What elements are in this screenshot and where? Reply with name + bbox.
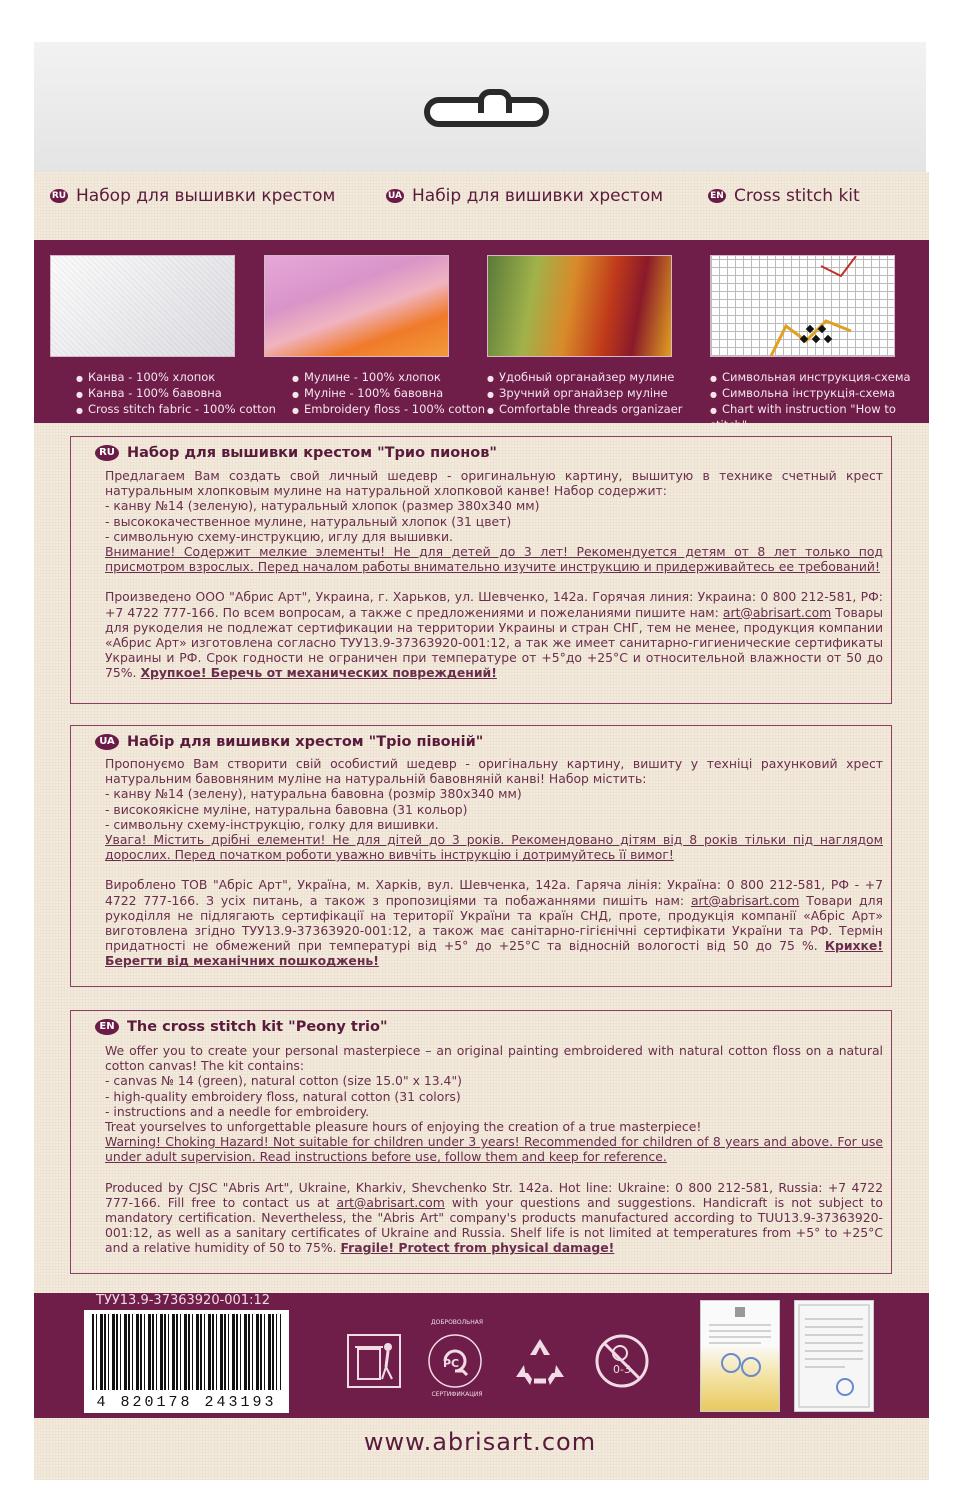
standard-code: ТУУ13.9-37363920-001:12 <box>96 1293 271 1308</box>
barcode-bars <box>92 1314 281 1390</box>
features-band <box>34 240 929 432</box>
title-ua <box>386 186 663 206</box>
fragile-ru: Хрупкое! Беречь от механических повреждений! <box>140 665 497 681</box>
ru-badge: RU <box>51 191 67 201</box>
barcode <box>84 1310 289 1413</box>
fragile-ua: Крихке! Берегти від механічних пошкоджень! <box>105 938 883 969</box>
certificate-russia <box>794 1300 874 1412</box>
hang-tab <box>34 42 926 172</box>
panel-ua-body: Пропонуємо Вам створити свій особистий шедевр - оригінальну картину, вишиту у техніці рахунковий хрест натуральним бавовняним муліне на натуральній бавовняній канві! Набор містить: - канву №14 (зелену), натуральна бавовна (розмір 380х340 мм) - високоякісне муліне, натуральна бавовна (31 кольор) - символьну схему-інструкцію, голку для вишивки. Увага! Містить дрібні елементи! Не для дітей до 3 років. Рекомендовано дітям від 8 років тільки під наглядом дорослих. Перед початком роботи уважно вивчіть інструкцію і дотримуйтесь її вимог! Вироблено ТОВ "Абріс Арт", Україна, м. Харків, вул. Шевченка, 142а. Гаряча лінія: Україна: 0 800 212-581, РФ - +7 4722 777-166. З усіх питань, а також з пропозиціями та побажаннями пишіть нам: art@abrisart.com Товари для рукоділля не підлягають сертифікації на території України та країн СНД, проте, продукція компанії «Абріс Арт» виготовлена згідно ТУУ13.9-37363920-001:12, а також має санітарно-гігієнічні сертифікати України та РФ. Термін придатності не обмежений при температурі від +5° до +25°С та відносній вологості від 50 до 75 %. Крихке! Берегти від механічних пошкоджень! <box>85 756 883 969</box>
certificate-document-icon <box>795 1301 873 1411</box>
title-ua-text: Набір для вишивки хрестом <box>412 186 664 206</box>
email-link-ua[interactable]: art@abrisart.com <box>690 892 800 908</box>
title-ru <box>50 186 335 206</box>
panel-ua <box>70 725 892 987</box>
feature-caption-fabric: ● Канва - 100% хлопок ● Канва - 100% бавовна ● Cross stitch fabric - 100% cotton <box>76 370 276 418</box>
svg-text:PC: PC <box>443 1357 460 1370</box>
warning-en: Warning! Choking Hazard! Not suitable for children under 3 years! Recommended for children of 8 years and above. For use under adult supervision. Read instructions before use, follow them and keep for reference. <box>105 1134 883 1165</box>
en-badge: EN <box>708 189 726 203</box>
panel-ua-title: UA Набір для вишивки хрестом "Тріо півоній" <box>95 734 483 750</box>
fragile-en: Fragile! Protect from physical damage! <box>340 1240 615 1256</box>
trash-bin-icon <box>346 1333 402 1389</box>
kit-titles <box>50 186 920 212</box>
certificate-seal-icon <box>701 1301 779 1411</box>
panel-ru-body: Предлагаем Вам создать свой личный шедевр - оригинальную картину, вышитую в технике счетный крест натуральным хлопковым мулине на натуральной хлопковой канве! Набор содержит: - канву №14 (зеленую), натуральный хлопок (размер 380х340 мм) - высококачественное мулине, натуральный хлопок (31 цвет) - символьную схему-инструкцию, иглу для вышивки. Внимание! Содержит мелкие элементы! Не для детей до 3 лет! Рекомендуется детям от 8 лет только под присмотром взрослых. Перед началом работы внимательно изучите инструкцию и придерживайтесь ее требований! Произведено ООО "Абрис Арт", Украина, г. Харьков, ул. Шевченко, 142а. Горячая линия: Украина: 0 800 212-581, РФ: +7 4722 777-166. По всем вопросам, а также с предложениями и пожеланиями пишите нам: art@abrisart.com Товары для рукоделия не подлежат сертификации на территории Украины и стран СНГ, тем не менее, продукция компании «Абрис Арт» изготовлена согласно ТУУ13.9-37363920-001:12, а так же имеет санитарно-гигиенические сертификаты Украины и РФ. Срок годности не ограничен при температуре от +5°до +25°С и относительной влажности от 50 до 75%. Хрупкое! Беречь от механических повреждений! <box>85 468 883 681</box>
warning-ru: Внимание! Содержит мелкие элементы! Не для детей до 3 лет! Рекомендуется детям от 8 лет только под присмотром взрослых. Перед началом работы внимательно изучите инструкцию и придерживайтесь ее требований! <box>105 544 883 575</box>
title-en <box>708 186 860 206</box>
barcode-number: 4 820178 243193 <box>96 1394 277 1411</box>
feature-caption-floss: ● Мулине - 100% хлопок ● Муліне - 100% бавовна ● Embroidery floss - 100% cotton <box>292 370 485 418</box>
chart-diamonds-icon <box>711 256 894 356</box>
feature-caption-chart: ● Символьная инструкция-схема ● Символьна інструкція-схема ● Chart with instruction "How to stitch" <box>710 370 929 433</box>
age-label: 0-3 <box>613 1363 631 1376</box>
panel-ru <box>70 436 892 704</box>
ua-badge: UA <box>388 191 402 201</box>
email-link-ru[interactable]: art@abrisart.com <box>722 604 832 620</box>
floss-icon <box>264 255 449 357</box>
website-link[interactable]: www.abrisart.com <box>363 1428 597 1456</box>
feature-caption-organizer: ● Удобный органайзер мулине ● Зручний органайзер муліне ● Comfortable threads organizaer <box>487 370 682 418</box>
organizer-icon <box>487 255 672 357</box>
canvas-fabric-icon <box>50 255 235 357</box>
title-en-text: Cross stitch kit <box>734 186 860 206</box>
warning-ua: Увага! Містить дрібні елементи! Не для дітей до 3 років. Рекомендовано дітям від 8 років тільки під наглядом дорослих. Перед початком роботи уважно вивчіть інструкцію і дотримуйтесь її вимог! <box>105 832 883 863</box>
rst-certification-icon <box>427 1333 483 1389</box>
footer-band <box>34 1293 929 1418</box>
title-ru-text: Набор для вышивки крестом <box>76 186 336 206</box>
rst-top-label: ДОБРОВОЛЬНАЯ <box>430 1319 484 1326</box>
no-children-under-3-icon <box>594 1333 650 1389</box>
chart-icon <box>710 255 895 357</box>
recycle-icon <box>512 1333 568 1389</box>
panel-ru-title: RU Набор для вышивки крестом "Трио пионов" <box>95 445 497 461</box>
certificate-ukraine <box>700 1300 780 1412</box>
rst-bottom-label: СЕРТИФИКАЦИЯ <box>431 1391 483 1398</box>
email-link-en[interactable]: art@abrisart.com <box>336 1194 445 1210</box>
hang-hole <box>424 97 549 127</box>
panel-en-body: We offer you to create your personal masterpiece – an original painting embroidered with natural cotton floss on a natural cotton canvas! The kit contains: - canvas № 14 (green), natural cotton (size 15.0" x 13.4") - high-quality embroidery floss, natural cotton (31 colors) - instructions and a needle for embroidery. Treat yourselves to unforgettable pleasure hours of enjoying the creation of a true masterpiece! Warning! Choking Hazard! Not suitable for children under 3 years! Recommended for children of 8 years and above. For use under adult supervision. Read instructions before use, follow them and keep for reference. Produced by CJSC "Abris Art", Ukraine, Kharkiv, Shevchenko Str. 142a. Hot line: Ukraine: 0 800 212-581, Russia: +7 4722 777-166. Fill free to contact us at art@abrisart.com with your questions and suggestions. Handicraft is not subject to mandatory certification. Nevertheless, the "Abris Art" company's products manufactured according to TUU13.9-37363920-001:12, as well as a sanitary certificates of Ukraine and Russia. Shelf life is not limited at temperatures from +5° to +25°C and a relative humidity of 50 to 75%. Fragile! Protect from physical damage! <box>85 1043 883 1256</box>
panel-en-title: EN The cross stitch kit "Peony trio" <box>95 1019 388 1035</box>
panel-en <box>70 1010 892 1274</box>
